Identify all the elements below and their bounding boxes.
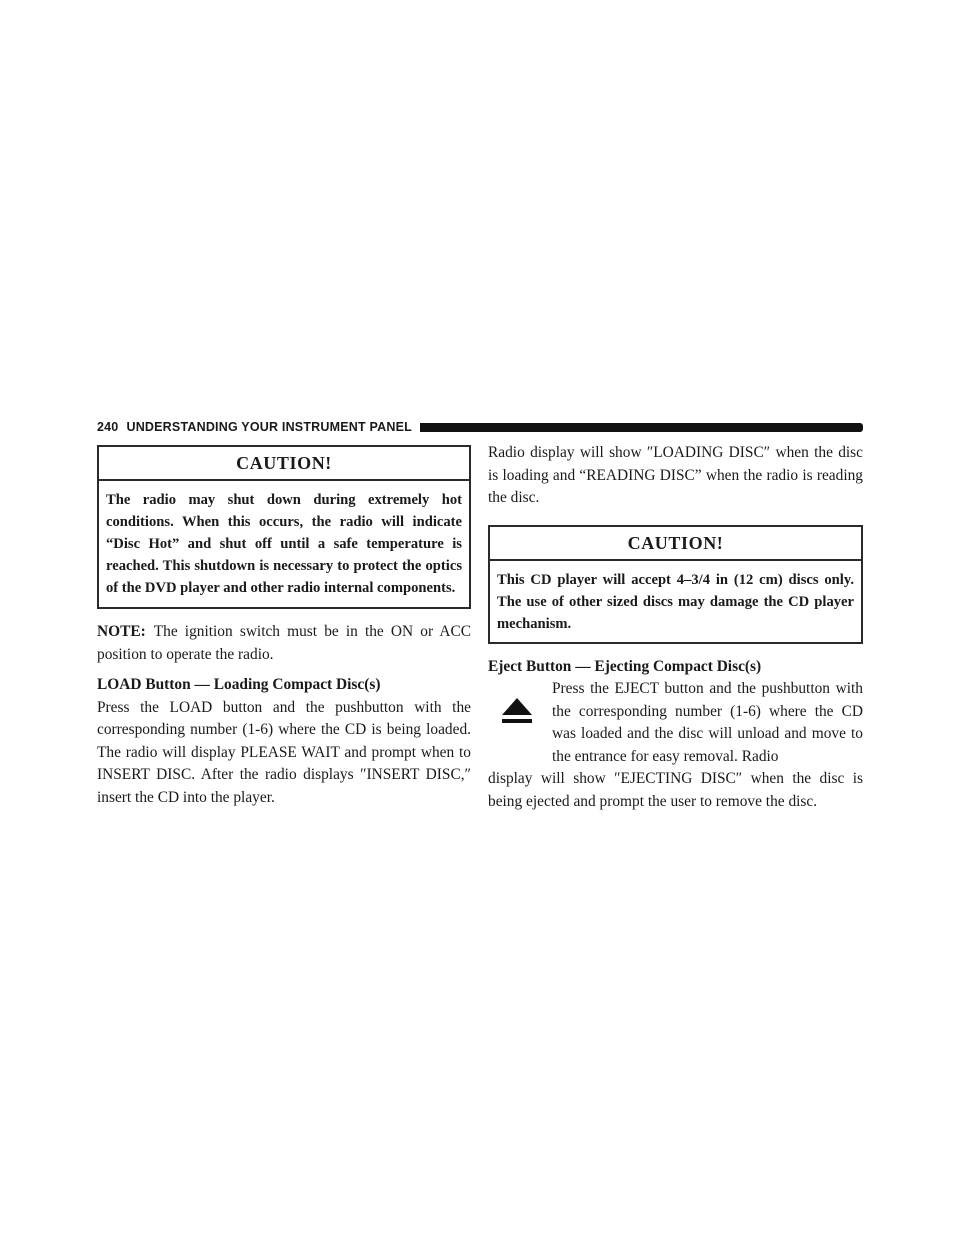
right-column (488, 445, 863, 813)
note-label: NOTE: (97, 623, 146, 640)
caution-title: CAUTION! (490, 527, 861, 561)
left-column (97, 445, 471, 809)
eject-paragraph-full: display will show ″EJECTING DISC″ when the disc is being ejected and prompt the user to remove the disc. (488, 770, 863, 810)
caution-text: The radio may shut down during extremely hot conditions. When this occurs, the radio will indicate “Disc Hot” and shut off until a safe temperature is reached. This shutdown is necessary to protect the optics of the DVD player and other radio internal components. (106, 492, 462, 596)
eject-paragraph-indented: Press the EJECT button and the pushbutton with the corresponding number (1-6) where the CD was loaded and the disc will unload and move to the entrance for easy removal. Radio (552, 680, 863, 765)
page-header (97, 419, 863, 435)
page-number: 240 (97, 420, 119, 434)
note-text: The ignition switch must be in the ON or ACC position to operate the radio. (97, 623, 471, 663)
section-title: UNDERSTANDING YOUR INSTRUMENT PANEL (126, 420, 412, 434)
caution-box-disc-hot (97, 445, 471, 609)
eject-heading: Eject Button — Ejecting Compact Disc(s) (488, 657, 762, 675)
header-rule (420, 423, 863, 432)
caution-title: CAUTION! (99, 447, 469, 481)
loading-disc-paragraph: Radio display will show ″LOADING DISC″ when the disc is loading and “READING DISC” when the radio is reading the disc. (488, 444, 863, 506)
eject-section (488, 678, 863, 813)
load-heading: LOAD Button — Loading Compact Disc(s) (97, 676, 381, 693)
eject-icon (502, 698, 532, 724)
note-paragraph (97, 621, 471, 666)
caution-box-disc-size (488, 525, 863, 644)
caution-text: This CD player will accept 4–3/4 in (12 cm) discs only. The use of other sized discs may damage the CD player mechanism. (497, 571, 854, 632)
load-paragraph: Press the LOAD button and the pushbutton with the corresponding number (1-6) where the CD is being loaded. The radio will display PLEASE WAIT and prompt when to INSERT DISC. After the radio displays ″INSERT DISC,″ insert the CD into the player. (97, 698, 471, 806)
